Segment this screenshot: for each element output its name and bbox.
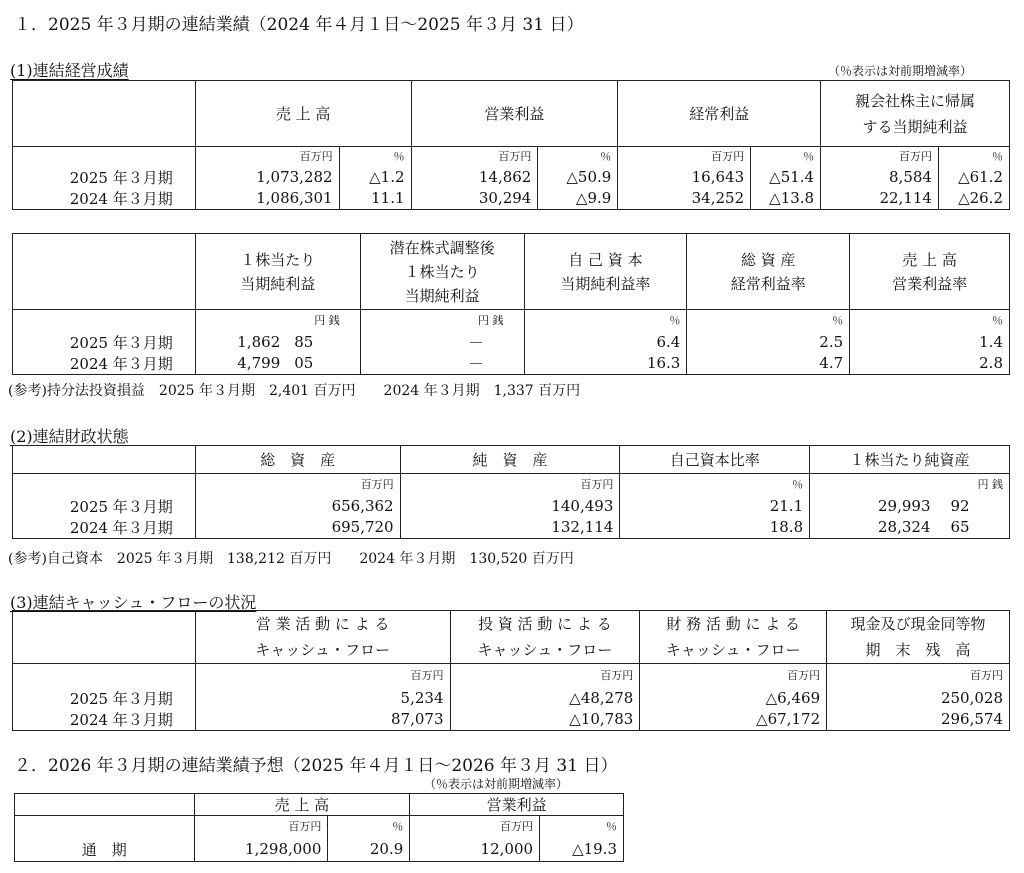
operating-results-table xyxy=(12,80,1010,210)
table-row xyxy=(13,188,1010,210)
blank-header-cell xyxy=(13,611,196,664)
value-cell: 16,643 xyxy=(618,167,751,188)
blank-header-cell xyxy=(13,234,196,310)
row-label: 2024 年３月期 xyxy=(13,709,196,731)
operating-cf-line2: キャッシュ・フロー xyxy=(255,641,390,659)
net-income-header-line2: する当期純利益 xyxy=(862,117,968,136)
row-label: 通 期 xyxy=(15,838,195,862)
row-label: 2025 年３月期 xyxy=(13,332,196,353)
unit-percent: ％ xyxy=(524,310,687,332)
value-cell: △1.2 xyxy=(339,167,411,188)
per-share-table xyxy=(12,233,1010,375)
unit-million: 百万円 xyxy=(194,816,328,838)
value-cell: △19.3 xyxy=(540,838,624,862)
unit-percent: ％ xyxy=(328,816,410,838)
row-label: 2025 年３月期 xyxy=(13,688,196,709)
forecast-op-profit-header: 営業利益 xyxy=(410,794,624,816)
investing-cf-line2: キャッシュ・フロー xyxy=(477,641,613,659)
value-cell: 18.8 xyxy=(620,517,810,539)
value-cell: 20.9 xyxy=(328,838,410,862)
eps-header-line1: １株当たり xyxy=(240,250,316,269)
value-cell: △13.8 xyxy=(751,188,821,210)
row-label: 2024 年３月期 xyxy=(13,188,196,210)
unit-percent: ％ xyxy=(620,474,810,496)
value-cell: 28,324 xyxy=(810,517,937,539)
label-cell xyxy=(13,310,196,332)
value-cell: 05 xyxy=(286,353,360,375)
roe-header xyxy=(524,234,687,310)
unit-million: 百万円 xyxy=(827,664,1010,688)
value-cell: 6.4 xyxy=(524,332,687,353)
financial-position-heading: (2)連結財政状態 xyxy=(10,427,129,446)
cash-balance-line2: 期 末 残 高 xyxy=(865,641,971,659)
value-cell: 695,720 xyxy=(195,517,400,539)
operating-profit-header: 営業利益 xyxy=(411,81,618,147)
value-cell: 92 xyxy=(937,496,1010,517)
value-cell: △67,172 xyxy=(640,709,827,731)
value-cell: 1,073,282 xyxy=(195,167,339,188)
table-row xyxy=(13,517,1010,539)
value-cell: △51.4 xyxy=(751,167,821,188)
table-row xyxy=(15,838,624,862)
value-cell: 4,799 xyxy=(195,353,286,375)
table-row xyxy=(13,353,1010,375)
ordinary-profit-header: 経常利益 xyxy=(618,81,821,147)
bps-header: １株当たり純資産 xyxy=(810,446,1010,474)
unit-percent: ％ xyxy=(339,147,411,167)
section-1-title: １．2025 年３月期の連結業績（2024 年４月１日～2025 年３月 31 日） xyxy=(14,15,584,35)
value-cell: － xyxy=(360,353,524,375)
value-cell: 85 xyxy=(286,332,360,353)
equity-reference: (参考)自己資本 2025 年３月期 138,212 百万円 2024 年３月期 130,520 百万円 xyxy=(8,551,574,567)
unit-yen: 円 銭 xyxy=(360,310,524,332)
value-cell: 12,000 xyxy=(410,838,540,862)
financial-position-table xyxy=(12,445,1010,539)
value-cell: 656,362 xyxy=(195,496,400,517)
operating-results-heading: (1)連結経営成績 xyxy=(10,61,129,80)
value-cell: 132,114 xyxy=(400,517,620,539)
diluted-eps-line3: 当期純利益 xyxy=(404,286,480,305)
cash-flow-table xyxy=(12,610,1010,731)
net-income-header-line1: 親会社株主に帰属 xyxy=(855,91,976,110)
unit-percent: ％ xyxy=(540,816,624,838)
value-cell: 4.7 xyxy=(687,353,850,375)
roe-header-line1: 自 己 資 本 xyxy=(568,250,643,269)
forecast-table xyxy=(14,793,624,862)
value-cell: 8,584 xyxy=(821,167,939,188)
value-cell: 65 xyxy=(937,517,1010,539)
value-cell: 34,252 xyxy=(618,188,751,210)
unit-percent: ％ xyxy=(687,310,850,332)
value-cell: 140,493 xyxy=(400,496,620,517)
value-cell: 21.1 xyxy=(620,496,810,517)
cash-flow-heading: (3)連結キャッシュ・フローの状況 xyxy=(10,593,257,612)
roa-header-line2: 経常利益率 xyxy=(730,274,806,293)
value-cell: 22,114 xyxy=(821,188,939,210)
table-row xyxy=(13,167,1010,188)
unit-million: 百万円 xyxy=(195,147,339,167)
operating-cf-header xyxy=(195,611,450,664)
cash-balance-header xyxy=(827,611,1010,664)
row-label: 2024 年３月期 xyxy=(13,353,196,375)
value-cell: 1,086,301 xyxy=(195,188,339,210)
row-label: 2025 年３月期 xyxy=(13,496,196,517)
label-cell xyxy=(13,147,196,167)
financing-cf-header xyxy=(640,611,827,664)
section-2-title: ２．2026 年３月期の連結業績予想（2025 年４月１日～2026 年３月 31 日） xyxy=(14,756,618,776)
unit-million: 百万円 xyxy=(410,816,540,838)
unit-million: 百万円 xyxy=(821,147,939,167)
unit-percent: ％ xyxy=(538,147,618,167)
table-row xyxy=(13,688,1010,709)
operating-cf-line1: 営 業 活 動 に よ る xyxy=(255,615,390,633)
value-cell: △48,278 xyxy=(450,688,640,709)
unit-million: 百万円 xyxy=(450,664,640,688)
value-cell: △61.2 xyxy=(938,167,1009,188)
eps-header xyxy=(195,234,360,310)
value-cell: 5,234 xyxy=(195,688,450,709)
unit-million: 百万円 xyxy=(618,147,751,167)
table-row xyxy=(13,709,1010,731)
value-cell: △50.9 xyxy=(538,167,618,188)
value-cell: 2.5 xyxy=(687,332,850,353)
unit-yen: 円 銭 xyxy=(810,474,1010,496)
opm-header-line2: 営業利益率 xyxy=(892,274,968,293)
label-cell xyxy=(15,816,195,838)
value-cell: 29,993 xyxy=(810,496,937,517)
percent-note: （％表示は対前期増減率） xyxy=(828,64,973,78)
opm-header-line1: 売 上 高 xyxy=(902,250,957,269)
value-cell: 1,298,000 xyxy=(194,838,328,862)
value-cell: 16.3 xyxy=(524,353,687,375)
roa-header xyxy=(687,234,850,310)
financing-cf-line2: キャッシュ・フロー xyxy=(665,641,801,659)
table-row xyxy=(13,496,1010,517)
value-cell: 2.8 xyxy=(850,353,1010,375)
net-income-header xyxy=(821,81,1010,147)
total-assets-header: 総 資 産 xyxy=(195,446,400,474)
unit-million: 百万円 xyxy=(195,664,450,688)
value-cell: 1,862 xyxy=(195,332,286,353)
unit-yen: 円 銭 xyxy=(195,310,360,332)
equity-ratio-header: 自己資本比率 xyxy=(620,446,810,474)
unit-million: 百万円 xyxy=(411,147,538,167)
net-assets-header: 純 資 産 xyxy=(400,446,620,474)
row-label: 2024 年３月期 xyxy=(13,517,196,539)
sales-header: 売 上 高 xyxy=(195,81,411,147)
value-cell: 11.1 xyxy=(339,188,411,210)
table-row xyxy=(13,332,1010,353)
unit-percent: ％ xyxy=(751,147,821,167)
roe-header-line2: 当期純利益率 xyxy=(560,274,651,293)
opm-header xyxy=(850,234,1010,310)
roa-header-line1: 総 資 産 xyxy=(740,250,796,269)
investing-cf-header xyxy=(450,611,640,664)
value-cell: 30,294 xyxy=(411,188,538,210)
equity-method-reference: (参考)持分法投資損益 2025 年３月期 2,401 百万円 2024 年３月期 1,337 百万円 xyxy=(8,383,581,399)
value-cell: △26.2 xyxy=(938,188,1009,210)
diluted-eps-header xyxy=(360,234,524,310)
investing-cf-line1: 投 資 活 動 に よ る xyxy=(478,615,612,633)
value-cell: － xyxy=(360,332,524,353)
diluted-eps-line2: １株当たり xyxy=(404,262,480,281)
value-cell: 1.4 xyxy=(850,332,1010,353)
value-cell: △10,783 xyxy=(450,709,640,731)
value-cell: 87,073 xyxy=(195,709,450,731)
unit-million: 百万円 xyxy=(640,664,827,688)
unit-million: 百万円 xyxy=(195,474,400,496)
diluted-eps-line1: 潜在株式調整後 xyxy=(389,238,495,257)
forecast-sales-header: 売 上 高 xyxy=(194,794,410,816)
value-cell: 14,862 xyxy=(411,167,538,188)
label-cell xyxy=(13,474,196,496)
eps-header-line2: 当期純利益 xyxy=(240,274,316,293)
forecast-percent-note: （％表示は対前期増減率） xyxy=(424,777,569,791)
value-cell: △9.9 xyxy=(538,188,618,210)
label-cell xyxy=(13,664,196,688)
financing-cf-line1: 財 務 活 動 に よ る xyxy=(666,615,801,633)
blank-header-cell xyxy=(13,81,196,147)
unit-percent: ％ xyxy=(850,310,1010,332)
blank-header-cell xyxy=(13,446,196,474)
row-label: 2025 年３月期 xyxy=(13,167,196,188)
blank-header-cell xyxy=(15,794,195,816)
cash-balance-line1: 現金及び現金同等物 xyxy=(850,615,986,633)
unit-percent: ％ xyxy=(938,147,1009,167)
value-cell: △6,469 xyxy=(640,688,827,709)
unit-million: 百万円 xyxy=(400,474,620,496)
value-cell: 250,028 xyxy=(827,688,1010,709)
value-cell: 296,574 xyxy=(827,709,1010,731)
